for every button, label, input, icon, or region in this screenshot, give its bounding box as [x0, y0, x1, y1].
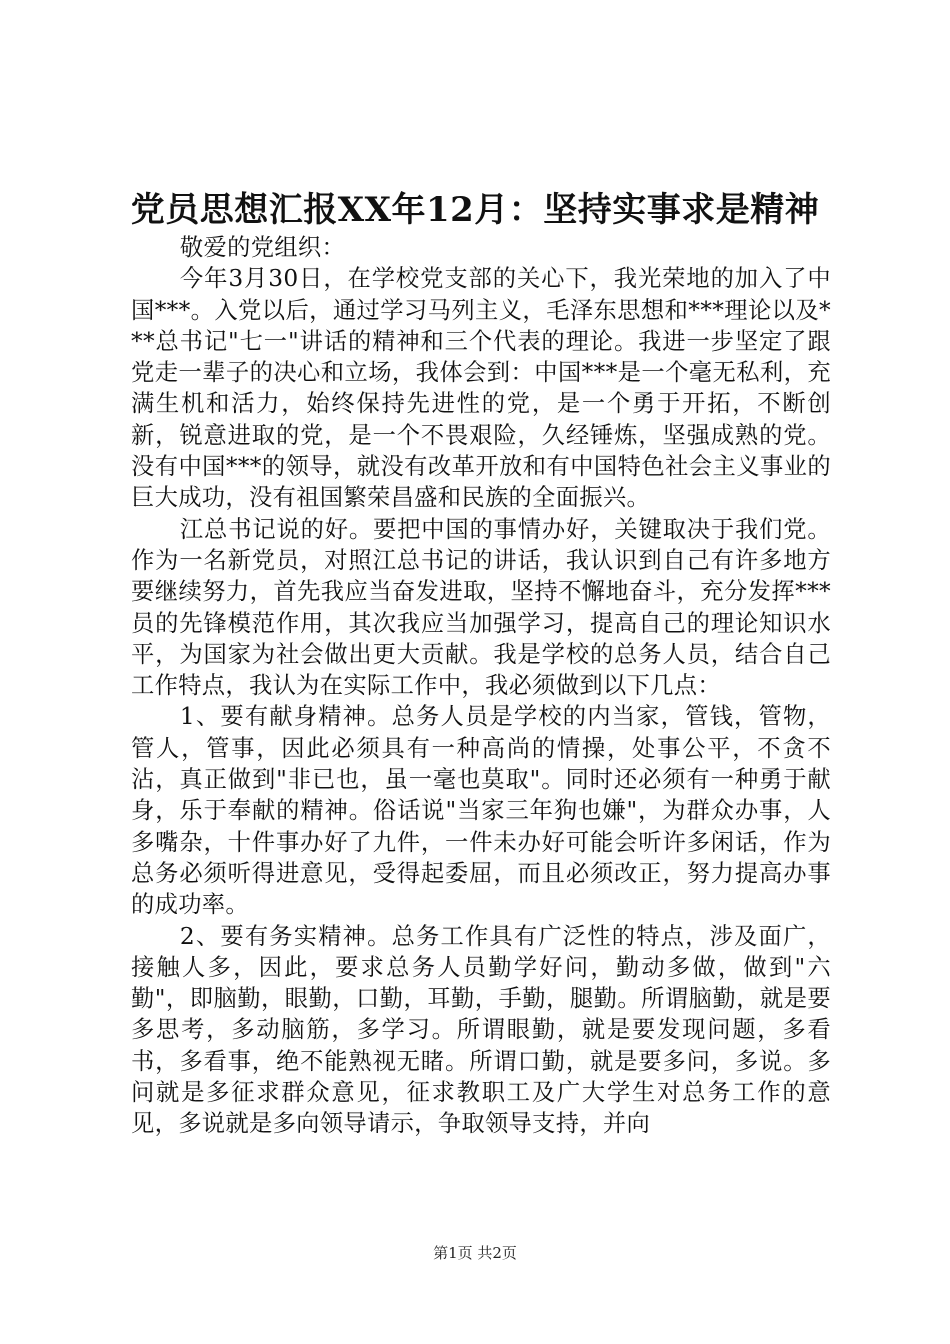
page-number: 第1页 共2页: [433, 1244, 517, 1262]
paragraph-reflection: 江总书记说的好。要把中国的事情办好，关键取决于我们党。作为一名新党员，对照江总书记的讲话，我认识到自己有许多地方要继续努力，首先我应当奋发进取，坚持不懈地奋斗，充分发挥***员的先锋模范作用，其次我应当加强学习，提高自己的理论知识水平，为国家为社会做出更大贡献。我是学校的总务人员，结合自己工作特点，我认为在实际工作中，我必须做到以下几点：: [131, 515, 831, 700]
document-body: [131, 232, 831, 1140]
paragraph-intro: 今年3月30日，在学校党支部的关心下，我光荣地的加入了中国***。入党以后，通过学习马列主义，毛泽东思想和***理论以及***总书记"七一"讲话的精神和三个代表的理论。我进一步坚定了跟党走一辈子的决心和立场，我体会到：中国***是一个毫无私利，充满生机和活力，始终保持先进性的党，是一个勇于开拓，不断创新，锐意进取的党，是一个不畏艰险，久经锤炼，坚强成熟的党。没有中国***的领导，就没有改革开放和有中国特色社会主义事业的巨大成功，没有祖国繁荣昌盛和民族的全面振兴。: [131, 265, 831, 512]
document-title: 党员思想汇报XX年12月：坚持实事求是精神: [130, 190, 820, 230]
salutation: 敬爱的党组织：: [179, 234, 346, 261]
paragraph-point-2: 2、要有务实精神。总务工作具有广泛性的特点，涉及面广，接触人多，因此，要求总务人员勤学好问，勤动多做，做到"六勤"，即脑勤，眼勤，口勤，耳勤，手勤，腿勤。所谓脑勤，就是要多思考，多动脑筋，多学习。所谓眼勤，就是要发现问题，多看书，多看事，绝不能熟视无睹。所谓口勤，就是要多问，多说。多问就是多征求群众意见，征求教职工及广大学生对总务工作的意见，多说就是多向领导请示，争取领导支持，并向: [131, 922, 831, 1138]
paragraph-point-1: 1、要有献身精神。总务人员是学校的内当家，管钱，管物，管人，管事，因此必须具有一种高尚的情操，处事公平，不贪不沾，真正做到"非已也，虽一毫也莫取"。同时还必须有一种勇于献身，乐于奉献的精神。俗话说"当家三年狗也嫌"，为群众办事，人多嘴杂，十件事办好了九件，一件未办好可能会听许多闲话，作为总务必须听得进意见，受得起委屈，而且必须改正，努力提高办事的成功率。: [131, 703, 831, 919]
